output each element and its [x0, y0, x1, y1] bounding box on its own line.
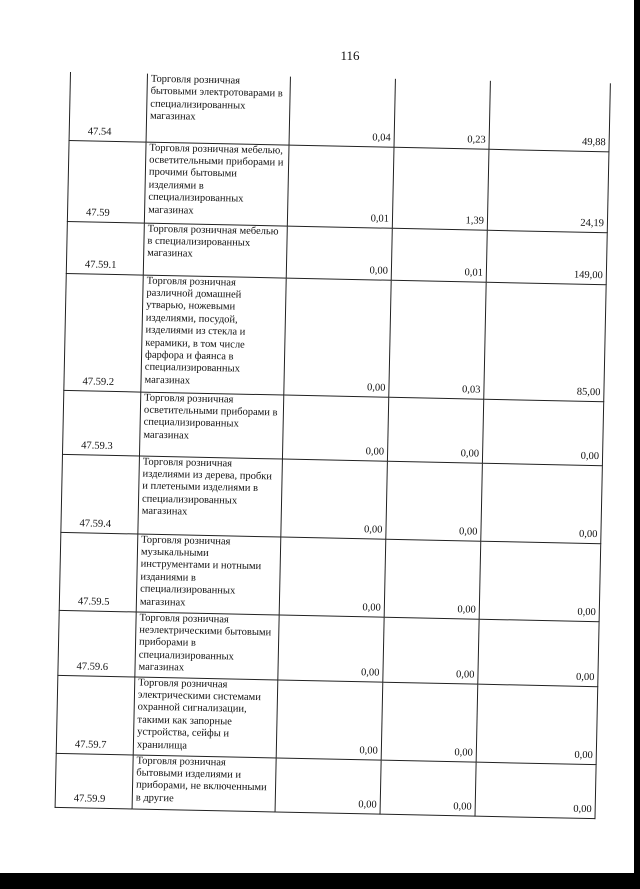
value-cell-3: 149,00: [486, 230, 607, 285]
data-table: [55, 72, 611, 819]
code-cell: 47.59.5: [59, 532, 138, 612]
description-cell: Торговля розничная электрическими системами охранной сигнализации, такими как запорные устройства, сейфы и хранилища: [133, 676, 278, 757]
value-cell-2: 0,03: [389, 280, 486, 399]
value-cell-2: 1,39: [392, 147, 489, 230]
value-cell-3: 0,00: [475, 762, 596, 819]
description-cell: Торговля розничная бытовыми изделиями и приборами, не включенными в другие: [132, 754, 276, 811]
description-cell: Торговля розничная различной домашней утварью, ножевыми изделиями, посудой, изделиями из стекла и керамики, в том числе фарфора и фаянса в специализированных магазинах: [141, 275, 286, 395]
table-row: [56, 675, 598, 764]
code-cell: 47.59: [67, 140, 146, 223]
description-cell: Торговля розничная бытовыми электротоварами в специализированных магазинах: [146, 74, 290, 145]
value-cell-3: 0,00: [481, 463, 603, 543]
value-cell-2: 0,00: [381, 682, 478, 762]
value-cell-1: 0,00: [276, 679, 383, 759]
value-cell-2: 0,01: [391, 228, 487, 282]
description-cell: Торговля розничная мебелью, осветительными приборами и прочими бытовыми изделиями в специализированных магазинах: [144, 142, 289, 226]
value-cell-1: 0,04: [289, 77, 395, 147]
description-cell: Торговля розничная мебелью в специализированных магазинах: [143, 223, 287, 278]
table-row: [58, 610, 599, 686]
description-cell: Торговля розничная музыкальными инструментами и нотными изданиями в специализированных магазинах: [136, 534, 281, 615]
code-cell: 47.59.7: [56, 675, 135, 755]
table-row: [64, 273, 606, 401]
table-row: [61, 454, 603, 543]
value-cell-3: 0,00: [482, 399, 603, 465]
value-cell-3: 85,00: [484, 282, 606, 401]
value-cell-3: 49,88: [489, 81, 610, 151]
value-cell-1: 0,00: [279, 537, 386, 617]
code-cell: 47.59.2: [64, 273, 143, 392]
value-cell-1: 0,00: [282, 395, 388, 461]
value-cell-2: 0,00: [383, 617, 479, 684]
value-cell-3: 0,00: [476, 684, 598, 764]
value-cell-2: 0,00: [384, 539, 481, 619]
value-cell-1: 0,00: [275, 757, 381, 813]
value-cell-3: 0,00: [479, 541, 601, 621]
value-cell-2: 0,00: [387, 397, 483, 463]
table-row: [69, 72, 610, 151]
description-cell: Торговля розничная изделиями из дерева, пробки и плетеными изделиями в специализированных магазинах: [138, 456, 283, 537]
description-cell: Торговля розничная неэлектрическими бытовыми приборами в специализированных магазинах: [135, 612, 279, 680]
value-cell-1: 0,00: [284, 278, 391, 397]
description-cell: Торговля розничная осветительными приборами в специализированных магазинах: [139, 392, 283, 459]
table-row: [59, 532, 601, 621]
code-cell: 47.59.4: [61, 454, 140, 534]
code-cell: 47.59.6: [58, 610, 136, 677]
value-cell-1: 0,00: [278, 614, 384, 681]
value-cell-1: 0,00: [286, 226, 392, 280]
value-cell-2: 0,00: [386, 461, 483, 541]
table-row: [62, 390, 603, 465]
value-cell-3: 24,19: [487, 149, 609, 232]
table-row: [55, 753, 596, 818]
page-number: 116: [340, 48, 360, 63]
code-cell: 47.54: [69, 72, 147, 142]
value-cell-1: 0,01: [287, 145, 394, 228]
value-cell-2: 0,23: [394, 79, 490, 149]
value-cell-2: 0,00: [380, 760, 476, 816]
value-cell-1: 0,00: [281, 459, 388, 539]
table-row: [67, 140, 609, 232]
code-cell: 47.59.3: [62, 390, 140, 456]
code-cell: 47.59.9: [55, 753, 133, 809]
code-cell: 47.59.1: [66, 221, 144, 275]
value-cell-3: 0,00: [478, 619, 599, 686]
